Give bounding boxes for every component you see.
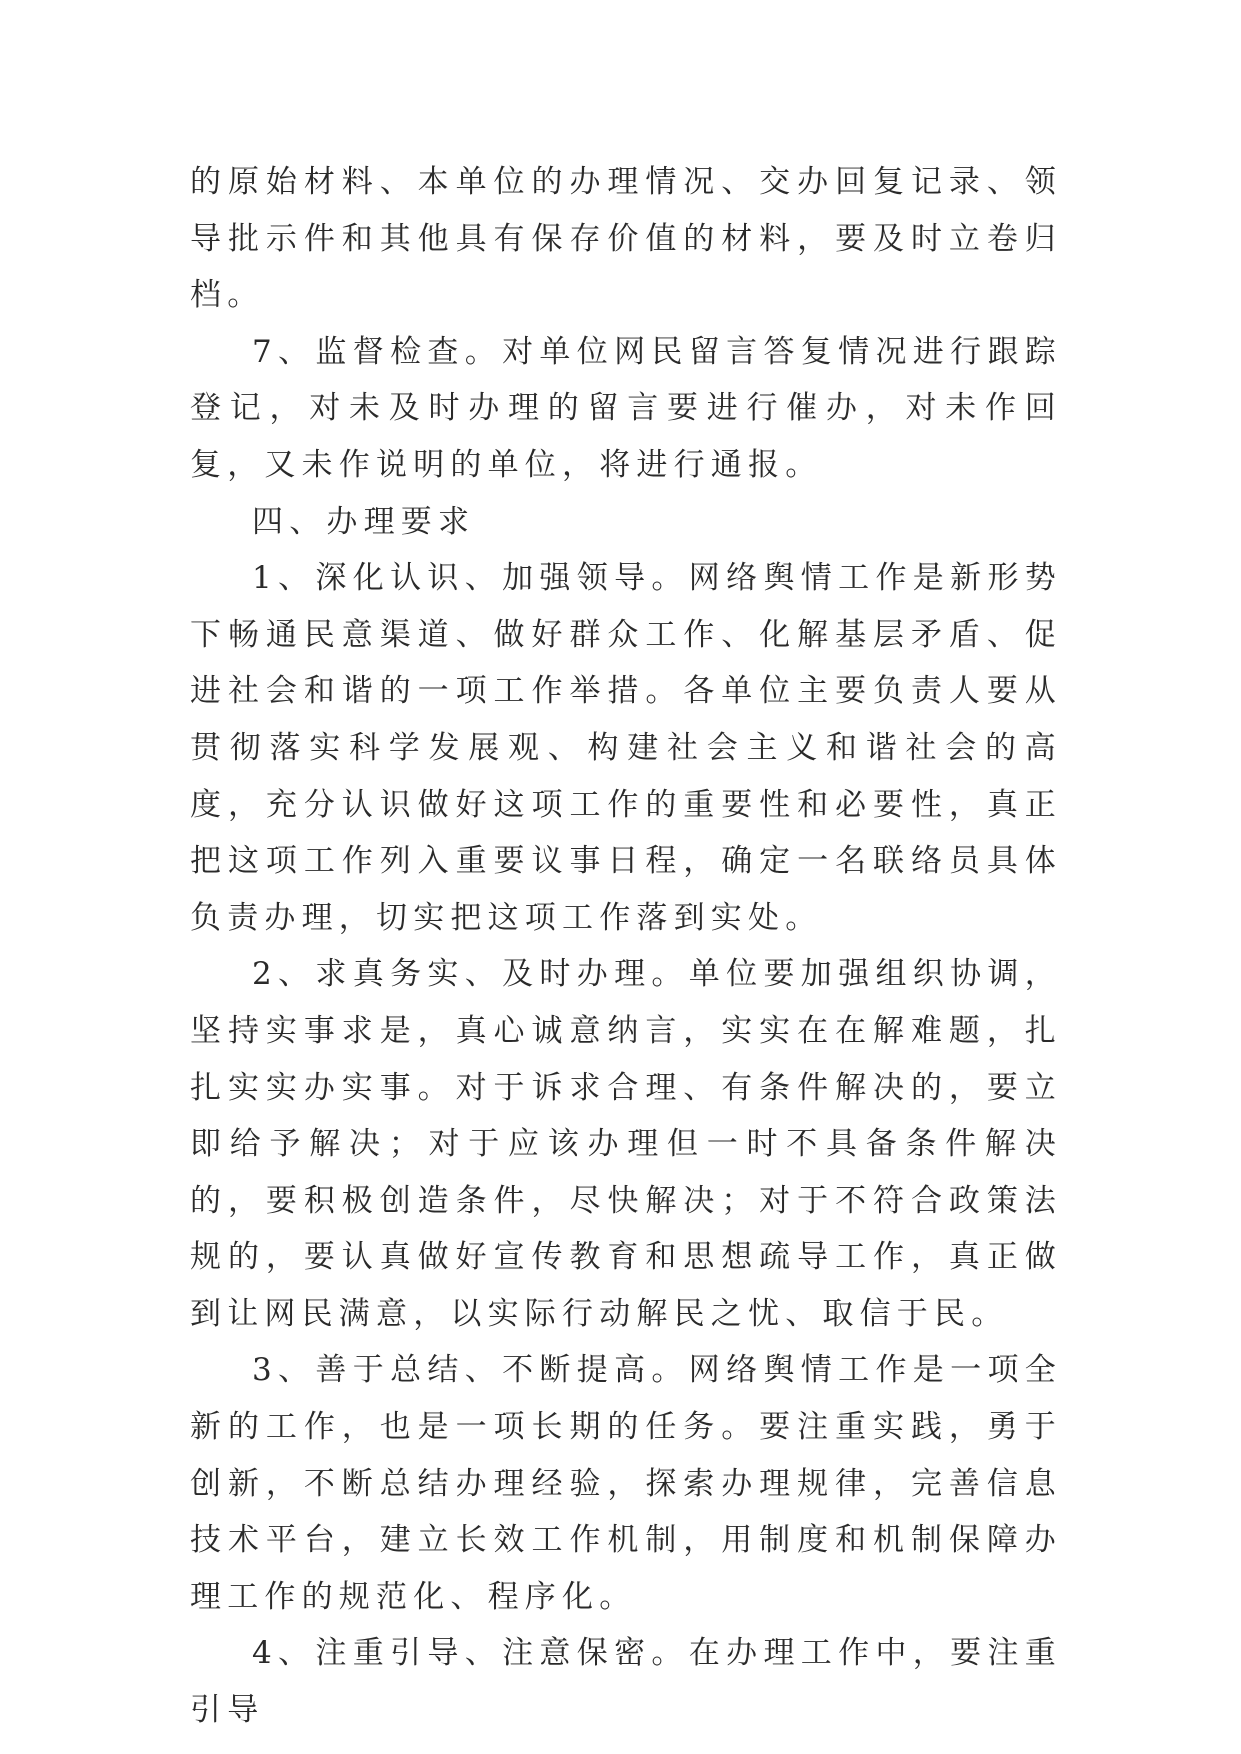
paragraph-archiving-continuation: 的原始材料、本单位的办理情况、交办回复记录、领导批示件和其他具有保存价值的材料，要及时立卷归档。	[190, 164, 1062, 314]
document-body	[190, 154, 1062, 1739]
paragraph-seek-truth: 2、求真务实、及时办理。单位要加强组织协调，坚持实事求是，真心诚意纳言，实实在在解难题，扎扎实实办实事。对于诉求合理、有条件解决的，要立即给予解决；对于应该办理但一时不具备条件解决的，要积极创造条件，尽快解决；对于不符合政策法规的，要认真做好宣传教育和思想疏导工作，真正做到让网民满意，以实际行动解民之忧、取信于民。	[190, 956, 1062, 1332]
paragraph-summarize-improve: 3、善于总结、不断提高。网络舆情工作是一项全新的工作，也是一项长期的任务。要注重实践，勇于创新，不断总结办理经验，探索办理规律，完善信息技术平台，建立长效工作机制，用制度和机制保障办理工作的规范化、程序化。	[190, 1352, 1062, 1615]
paragraph-deepen-understanding: 1、深化认识、加强领导。网络舆情工作是新形势下畅通民意渠道、做好群众工作、化解基层矛盾、促进社会和谐的一项工作举措。各单位主要负责人要从贯彻落实科学发展观、构建社会主义和谐社会的高度，充分认识做好这项工作的重要性和必要性，真正把这项工作列入重要议事日程，确定一名联络员具体负责办理，切实把这项工作落到实处。	[190, 560, 1062, 936]
paragraph-guidance-confidentiality: 4、注重引导、注意保密。在办理工作中，要注重引导	[190, 1635, 1062, 1729]
section-heading-handling-requirements: 四、办理要求	[252, 503, 476, 540]
paragraph-supervision-inspection: 7、监督检查。对单位网民留言答复情况进行跟踪登记，对未及时办理的留言要进行催办，对未作回复，又未作说明的单位，将进行通报。	[190, 333, 1062, 483]
